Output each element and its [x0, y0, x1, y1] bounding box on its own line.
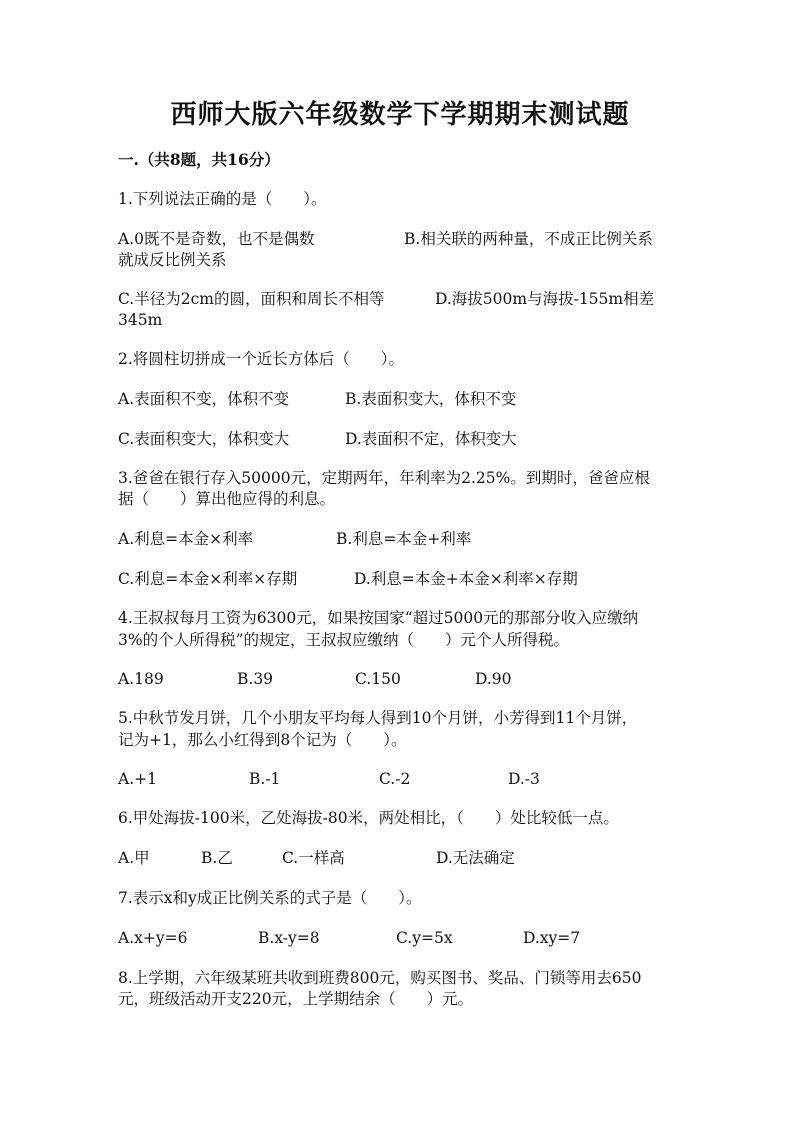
question-2-option-c: C.表面积变大，体积变大: [118, 430, 290, 448]
page-title: 西师大版六年级数学下学期期末测试题: [170, 100, 630, 130]
question-5-option-b: B.-1: [249, 770, 281, 788]
question-1-option-c: C.半径为2cm的圆，面积和周长不相等: [118, 290, 385, 308]
question-7-option-c: C.y=5x: [396, 929, 453, 947]
question-6-option-c: C.一样高: [282, 849, 345, 867]
question-5-option-d: D.-3: [508, 770, 540, 788]
question-4-option-c: C.150: [355, 670, 401, 688]
question-3-option-c: C.利息=本金×利率×存期: [118, 570, 298, 588]
question-1-option-b: B.相关联的两种量，不成正比例关系: [404, 230, 653, 248]
question-1-option-b-continued: [118, 248, 688, 273]
question-3-option-b: B.利息=本金+利率: [336, 530, 472, 548]
question-5-options-row: [118, 767, 688, 792]
question-2-options-row-1: [118, 387, 688, 412]
question-5-option-c: C.-2: [379, 770, 411, 788]
question-3-options-row-2: [118, 567, 688, 592]
question-3-stem-line-1: 3.爸爸在银行存入50000元，定期两年，年利率为2.25%。到期时，爸爸应根: [118, 469, 650, 487]
question-5-stem-line-1: 5.中秋节发月饼，几个小朋友平均每人得到10个月饼，小芳得到11个月饼，: [118, 709, 638, 727]
question-7-options-row: [118, 926, 688, 951]
question-2-stem: 2.将圆柱切拼成一个近长方体后（ ）。: [118, 350, 405, 368]
question-7-option-b: B.x-y=8: [258, 929, 320, 947]
question-1-stem: 1.下列说法正确的是（ ）。: [118, 190, 327, 208]
question-2-option-a: A.表面积不变，体积不变: [118, 390, 290, 408]
question-1-option-b-line-2: 就成反比例关系: [118, 251, 227, 269]
question-8-stem-line-1: 8.上学期，六年级某班共收到班费800元，购买图书、奖品、门锁等用去650: [118, 969, 642, 987]
question-4-stem-line-1: 4.王叔叔每月工资为6300元，如果按国家“超过5000元的那部分收入应缴纳: [118, 609, 639, 627]
question-5-stem-line-2: 记为+1，那么小红得到8个记为（ ）。: [118, 731, 407, 749]
question-3-stem-line-2: 据（ ）算出他应得的利息。: [118, 490, 336, 508]
question-4-option-b: B.39: [237, 670, 274, 688]
question-1-option-a: A.0既不是奇数，也不是偶数: [118, 230, 315, 248]
question-6-option-d: D.无法确定: [436, 849, 515, 867]
question-8-stem-line-2: 元，班级活动开支220元，上学期结余（ ）元。: [118, 990, 474, 1008]
question-6-option-b: B.乙: [201, 849, 233, 867]
question-4-options-row: [118, 667, 688, 692]
question-4-option-d: D.90: [475, 670, 512, 688]
question-2-option-b: B.表面积变大，体积不变: [345, 390, 517, 408]
question-5-option-a: A.+1: [118, 770, 157, 788]
question-6-options-row: [118, 846, 688, 871]
question-6-option-a: A.甲: [118, 849, 150, 867]
question-3-option-a: A.利息=本金×利率: [118, 530, 254, 548]
section-heading: 一.（共8题，共16分）: [118, 150, 280, 169]
question-1-option-d-continued: [118, 308, 688, 333]
question-2-option-d: D.表面积不定，体积变大: [345, 430, 517, 448]
question-3-options-row-1: [118, 527, 688, 552]
question-3-option-d: D.利息=本金+本金×利率×存期: [354, 570, 578, 588]
question-4-option-a: A.189: [118, 670, 164, 688]
question-1-option-d-line-2: 345m: [118, 311, 163, 329]
question-7-option-d: D.xy=7: [523, 929, 581, 947]
question-7-stem: 7.表示x和y成正比例关系的式子是（ ）。: [118, 889, 422, 907]
question-6-stem: 6.甲处海拔-100米，乙处海拔-80米，两处相比，（ ）处比较低一点。: [118, 809, 619, 827]
question-4-stem-line-2: 3%的个人所得税”的规定，王叔叔应缴纳（ ）元个人所得税。: [118, 631, 570, 649]
question-2-options-row-2: [118, 427, 688, 452]
question-7-option-a: A.x+y=6: [118, 929, 188, 947]
question-1-option-d: D.海拔500m与海拔-155m相差: [435, 290, 655, 308]
